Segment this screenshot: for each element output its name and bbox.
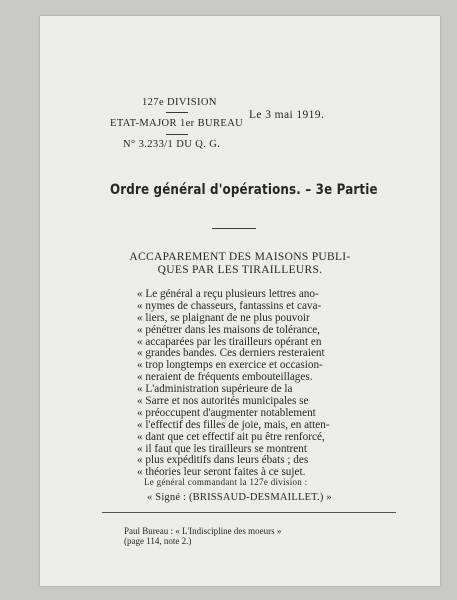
body-line: « grandes bandes. Ces derniers resteraient — [137, 348, 325, 360]
body-line: « accaparées par les tirailleurs opérant en — [137, 336, 322, 348]
body-line: « nymes de chasseurs, fantassins et cava- — [137, 300, 322, 312]
footnote-line-2: (page 114, note 2.) — [124, 536, 192, 546]
header-divider — [166, 134, 188, 135]
header-number: N° 3.233/1 DU Q. G. — [123, 139, 221, 150]
body-line: « théories leur seront faites à ce sujet. — [137, 467, 306, 479]
document-title: Ordre général d'opérations. – 3e Partie — [110, 182, 378, 198]
header-divider — [166, 112, 188, 113]
body-line: « il faut que les tirailleurs se montrent — [137, 443, 307, 455]
body-line: « préoccupent d'augmenter notablement — [137, 407, 316, 419]
body-line: « Sarre et nos autorités municipales se — [137, 396, 309, 408]
document-page — [40, 16, 440, 586]
signature-line-1: Le général commandant la 127e division : — [144, 477, 308, 487]
body-line: « Le général a reçu plusieurs lettres ano- — [137, 289, 319, 300]
body-line: « plus expéditifs dans leurs ébats ; des — [137, 455, 309, 467]
footnote-separator — [102, 512, 396, 513]
body-line: « l'effectif des filles de joie, mais, en atten- — [137, 419, 330, 431]
body-line: « dant que cet effectif ait pu être renforcé, — [137, 431, 325, 443]
body-line: « liers, se plaignant de ne plus pouvoir — [137, 312, 310, 324]
body-line: « trop longtemps en exercice et occasion- — [137, 360, 323, 372]
header-etat-major: ETAT-MAJOR 1er BUREAU — [110, 118, 244, 129]
body-line: « pénétrer dans les maisons de tolérance, — [137, 324, 320, 336]
title-divider — [212, 228, 256, 229]
section-heading-line-2: QUES PAR LES TIRAILLEURS. — [157, 264, 323, 276]
section-heading-line-1: ACCAPAREMENT DES MAISONS PUBLI- — [129, 251, 351, 263]
signature-line-2: « Signé : (BRISSAUD-DESMAILLET.) » — [147, 492, 332, 503]
body-line: « neraient de fréquents embouteillages. — [137, 372, 313, 384]
header-division: 127e DIVISION — [142, 97, 217, 108]
header-date: Le 3 mai 1919. — [249, 109, 325, 121]
footnote-line-1: Paul Bureau : « L'Indiscipline des moeurs » — [124, 526, 282, 536]
body-line: « L'administration supérieure de la — [137, 384, 293, 396]
body-text — [137, 289, 380, 479]
